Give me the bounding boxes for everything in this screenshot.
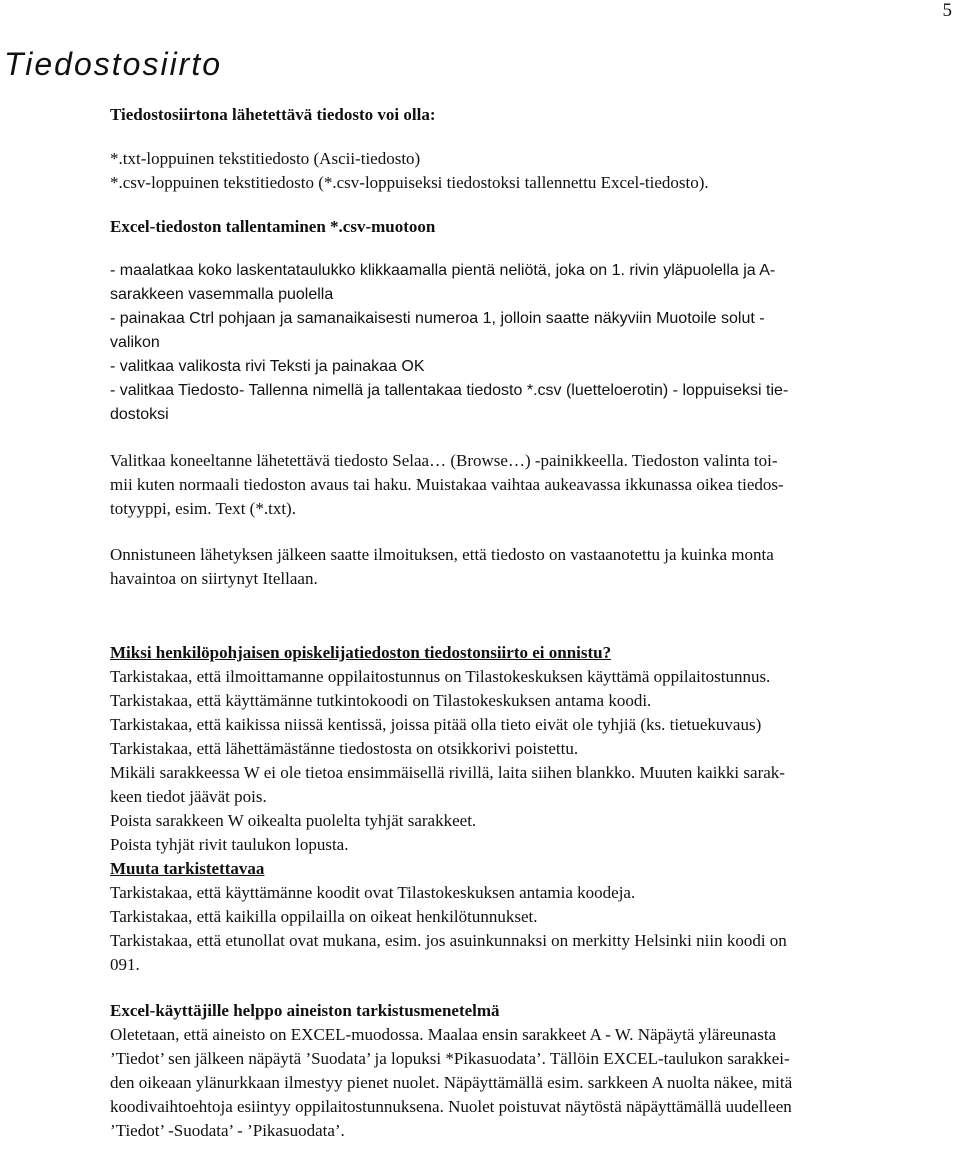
excel-check-line: ’Tiedot’ -Suodata’ - ’Pikasuodata’. [110, 1121, 345, 1140]
select-file-line: Valitkaa koneeltanne lähetettävä tiedosto Selaa… (Browse…) -painikkeella. Tiedoston valinta toi- [110, 451, 778, 470]
troubleshoot-line: Tarkistakaa, että kaikissa niissä kentissä, joissa pitää olla tieto eivät ole tyhjiä (ks. tietuekuvaus) [110, 715, 762, 734]
excel-save-heading: Excel-tiedoston tallentaminen *.csv-muotoon [110, 217, 436, 236]
excel-save-line: - valitkaa valikosta rivi Teksti ja painakaa OK [110, 358, 425, 375]
excel-save-line: - valitkaa Tiedosto- Tallenna nimellä ja tallentakaa tiedosto *.csv (luetteloerotin) - loppuiseksi tie- [110, 382, 789, 399]
excel-check-line: den oikeaan ylänurkkaan ilmestyy pienet nuolet. Näpäyttämällä esim. sarkkeen A nuolta näkee, mitä [110, 1073, 793, 1092]
other-checks-line: 091. [110, 955, 140, 974]
file-type-txt: *.txt-loppuinen tekstitiedosto (Ascii-tiedosto) [110, 149, 421, 168]
excel-save-line: - painakaa Ctrl pohjaan ja samanaikaisesti numeroa 1, jolloin saatte näkyviin Muotoile solut - [110, 310, 765, 327]
success-paragraph [110, 543, 938, 591]
other-checks-heading: Muuta tarkistettavaa [110, 859, 265, 878]
excel-check-heading: Excel-käyttäjille helppo aineiston tarkistusmenetelmä [110, 1001, 500, 1020]
file-type-list [110, 147, 938, 195]
troubleshoot-line: Poista tyhjät rivit taulukon lopusta. [110, 835, 349, 854]
success-line: Onnistuneen lähetyksen jälkeen saatte ilmoituksen, että tiedosto on vastaanotettu ja kuinka monta [110, 545, 774, 564]
excel-check-line: ’Tiedot’ sen jälkeen näpäytä ’Suodata’ ja lopuksi *Pikasuodata’. Tällöin EXCEL-taulukon sarakkei- [110, 1049, 790, 1068]
excel-check-line: koodivaihtoehtoja esiintyy oppilaitostunnuksena. Nuolet poistuvat näytöstä näpäyttämällä uudelleen [110, 1097, 792, 1116]
document-body [110, 103, 938, 1143]
excel-save-steps [110, 259, 938, 427]
excel-check-line: Oletetaan, että aineisto on EXCEL-muodossa. Maalaa ensin sarakkeet A - W. Näpäytä yläreunasta [110, 1025, 777, 1044]
troubleshoot-heading: Miksi henkilöpohjaisen opiskelijatiedoston tiedostonsiirto ei onnistu? [110, 643, 612, 662]
excel-check-section [110, 999, 938, 1143]
select-file-line: totyyppi, esim. Text (*.txt). [110, 499, 296, 518]
excel-save-line: sarakkeen vasemmalla puolella [110, 286, 334, 303]
other-checks-line: Tarkistakaa, että käyttämänne koodit ovat Tilastokeskuksen antamia koodeja. [110, 883, 636, 902]
troubleshoot-line: Mikäli sarakkeessa W ei ole tietoa ensimmäisellä rivillä, laita siihen blankko. Muuten kaikki sarak- [110, 763, 785, 782]
success-line: havaintoa on siirtynyt Itellaan. [110, 569, 318, 588]
excel-save-line: - maalatkaa koko laskentataulukko klikkaamalla pientä neliötä, joka on 1. rivin yläpuolella ja A- [110, 262, 776, 279]
page-number: 5 [942, 0, 952, 21]
other-checks-line: Tarkistakaa, että etunollat ovat mukana, esim. jos asuinkunnaksi on merkitty Helsinki niin koodi on [110, 931, 787, 950]
troubleshoot-line: keen tiedot jäävät pois. [110, 787, 267, 806]
excel-save-line: dostoksi [110, 406, 169, 423]
intro-heading: Tiedostosiirtona lähetettävä tiedosto voi olla: [110, 105, 436, 124]
select-file-paragraph [110, 449, 938, 521]
troubleshoot-line: Poista sarakkeen W oikealta puolelta tyhjät sarakkeet. [110, 811, 477, 830]
troubleshoot-section [110, 641, 938, 977]
select-file-line: mii kuten normaali tiedoston avaus tai haku. Muistakaa vaihtaa aukeavassa ikkunassa oikea tiedos- [110, 475, 784, 494]
troubleshoot-line: Tarkistakaa, että ilmoittamanne oppilaitostunnus on Tilastokeskuksen käyttämä oppilaitostunnus. [110, 667, 771, 686]
excel-save-line: valikon [110, 334, 160, 351]
troubleshoot-line: Tarkistakaa, että käyttämänne tutkintokoodi on Tilastokeskuksen antama koodi. [110, 691, 652, 710]
file-type-csv: *.csv-loppuinen tekstitiedosto (*.csv-loppuiseksi tiedostoksi tallennettu Excel-tiedosto). [110, 173, 709, 192]
page-title: Tiedostosiirto [4, 46, 223, 82]
troubleshoot-line: Tarkistakaa, että lähettämästänne tiedostosta on otsikkorivi poistettu. [110, 739, 579, 758]
other-checks-line: Tarkistakaa, että kaikilla oppilailla on oikeat henkilötunnukset. [110, 907, 538, 926]
